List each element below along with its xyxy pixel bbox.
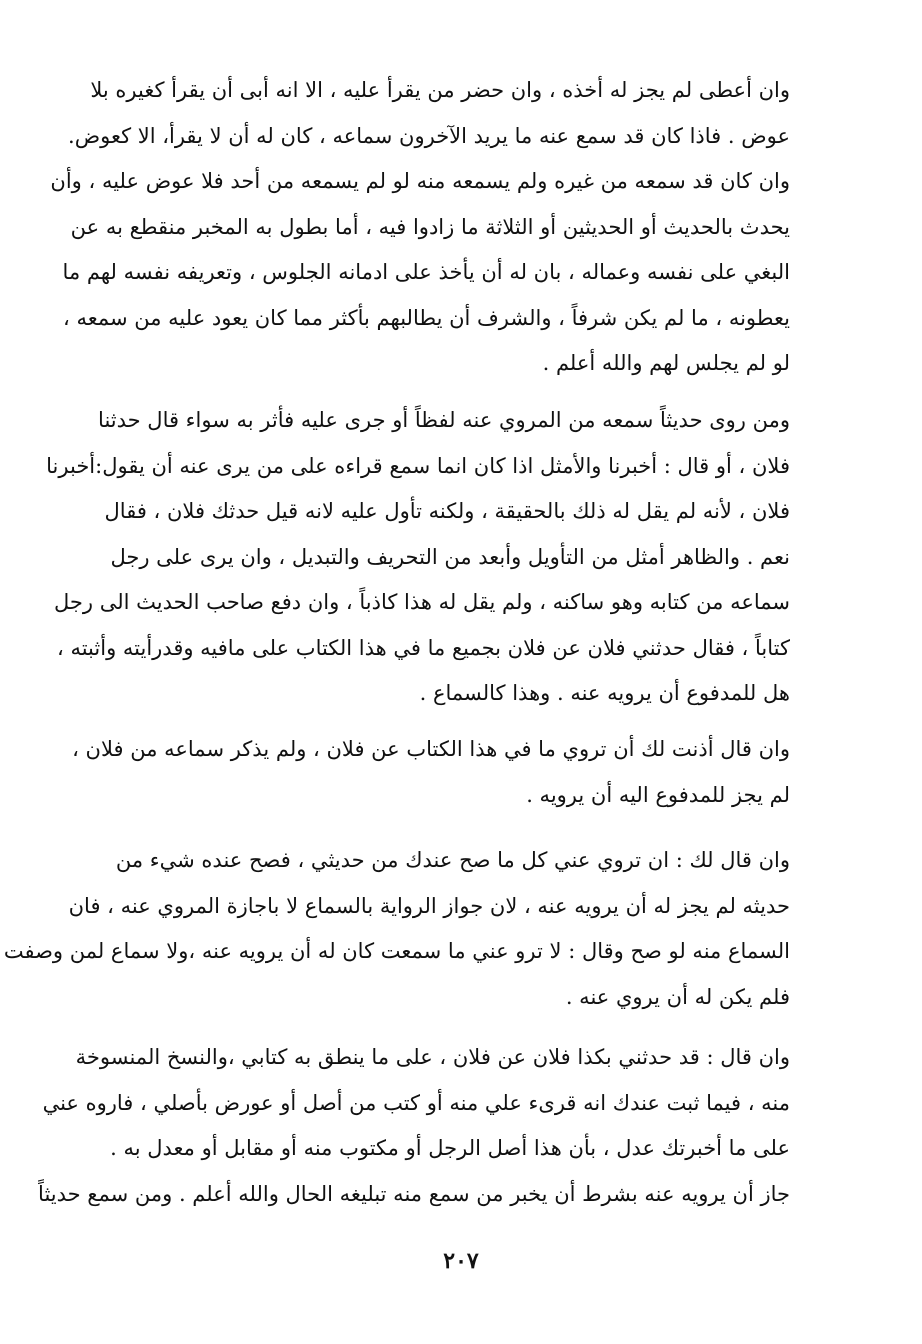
text-line: فلان ، أو قال : أخبرنا والأمثل اذا كان انما سمع قراءه على من يرى عنه أن يقول:أخبرنا bbox=[46, 453, 790, 478]
paragraph-4 bbox=[3, 838, 790, 1020]
text-line: فلان ، لأنه لم يقل له ذلك بالحقيقة ، ولكنه تأول عليه لانه قيل حدثك فلان ، فقال bbox=[104, 499, 790, 523]
text-line: هل للمدفوع أن يرويه عنه . وهذا كالسماع . bbox=[419, 681, 790, 705]
paragraph-1 bbox=[50, 68, 790, 387]
text-line: عوض . فاذا كان قد سمع عنه ما يريد الآخرون سماعه ، كان له أن لا يقرأ، الا كعوض. bbox=[68, 123, 790, 148]
paragraph-5 bbox=[38, 1035, 790, 1217]
paragraph-2 bbox=[46, 398, 790, 717]
text-line: لم يجز للمدفوع اليه أن يرويه . bbox=[526, 782, 790, 807]
text-line: يعطونه ، ما لم يكن شرفاً ، والشرف أن يطالبهم بأكثر مما كان يعود عليه من سمعه ، bbox=[62, 305, 790, 330]
text-line: البغي على نفسه وعماله ، بان له أن يأخذ على ادمانه الجلوس ، وتعريفه نفسه لهم ما bbox=[62, 260, 790, 284]
text-line: حديثه لم يجز له أن يرويه عنه ، لان جواز الرواية بالسماع لا باجازة المروي عنه ، فان bbox=[68, 893, 790, 918]
text-line: ومن روى حديثاً سمعه من المروي عنه لفظاً أو جرى عليه فأثر به سواء قال حدثنا bbox=[98, 408, 790, 432]
text-line: وان قال : قد حدثني بكذا فلان عن فلان ، على ما ينطق به كتابي ،والنسخ المنسوخة bbox=[75, 1045, 790, 1069]
text-line: وان كان قد سمعه من غيره ولم يسمعه منه لو لم يسمعه من أحد فلا عوض عليه ، وأن bbox=[50, 169, 790, 193]
text-line: يحدث بالحديث أو الحديثين أو الثلاثة ما زادوا فيه ، أما بطول به المخبر منقطع به عن bbox=[70, 214, 790, 239]
text-line: وان قال لك : ان تروي عني كل ما صح عندك من حديثي ، فصح عنده شيء من bbox=[115, 848, 790, 872]
page-number: ٢٠٧ bbox=[443, 1248, 479, 1274]
paragraph-3 bbox=[72, 727, 790, 818]
text-line: سماعه من كتابه وهو ساكنه ، ولم يقل له هذا كاذباً ، وان دفع صاحب الحديث الى رجل bbox=[54, 590, 790, 614]
text-line: وان أعطى لم يجز له أخذه ، وان حضر من يقرأ عليه ، الا انه أبى أن يقرأ كغيره بلا bbox=[90, 78, 790, 102]
text-line: جاز أن يرويه عنه بشرط أن يخبر من سمع منه تبليغه الحال والله أعلم . ومن سمع حديثاً bbox=[38, 1181, 790, 1206]
text-line: على ما أخبرتك عدل ، بأن هذا أصل الرجل أو مكتوب منه أو مقابل أو معدل به . bbox=[110, 1136, 790, 1160]
text-line: فلم يكن له أن يروي عنه . bbox=[565, 984, 790, 1009]
text-line: نعم . والظاهر أمثل من التأويل وأبعد من التحريف والتبديل ، وان يرى على رجل bbox=[110, 544, 790, 569]
text-line: كتاباً ، فقال حدثني فلان عن فلان بجميع ما في هذا الكتاب على مافيه وقدرأيته وأثبته ، bbox=[57, 635, 790, 660]
text-line: لو لم يجلس لهم والله أعلم . bbox=[542, 351, 790, 375]
text-line: السماع منه لو صح وقال : لا ترو عني ما سمعت كان له أن يرويه عنه ،ولا سماع لمن وصفت bbox=[3, 939, 790, 963]
text-line: منه ، فيما ثبت عندك انه قرىء علي منه أو كتب من أصل أو عورض بأصلي ، فاروه عني bbox=[42, 1090, 790, 1115]
text-line: وان قال أذنت لك أن تروي ما في هذا الكتاب عن فلان ، ولم يذكر سماعه من فلان ، bbox=[72, 737, 790, 761]
